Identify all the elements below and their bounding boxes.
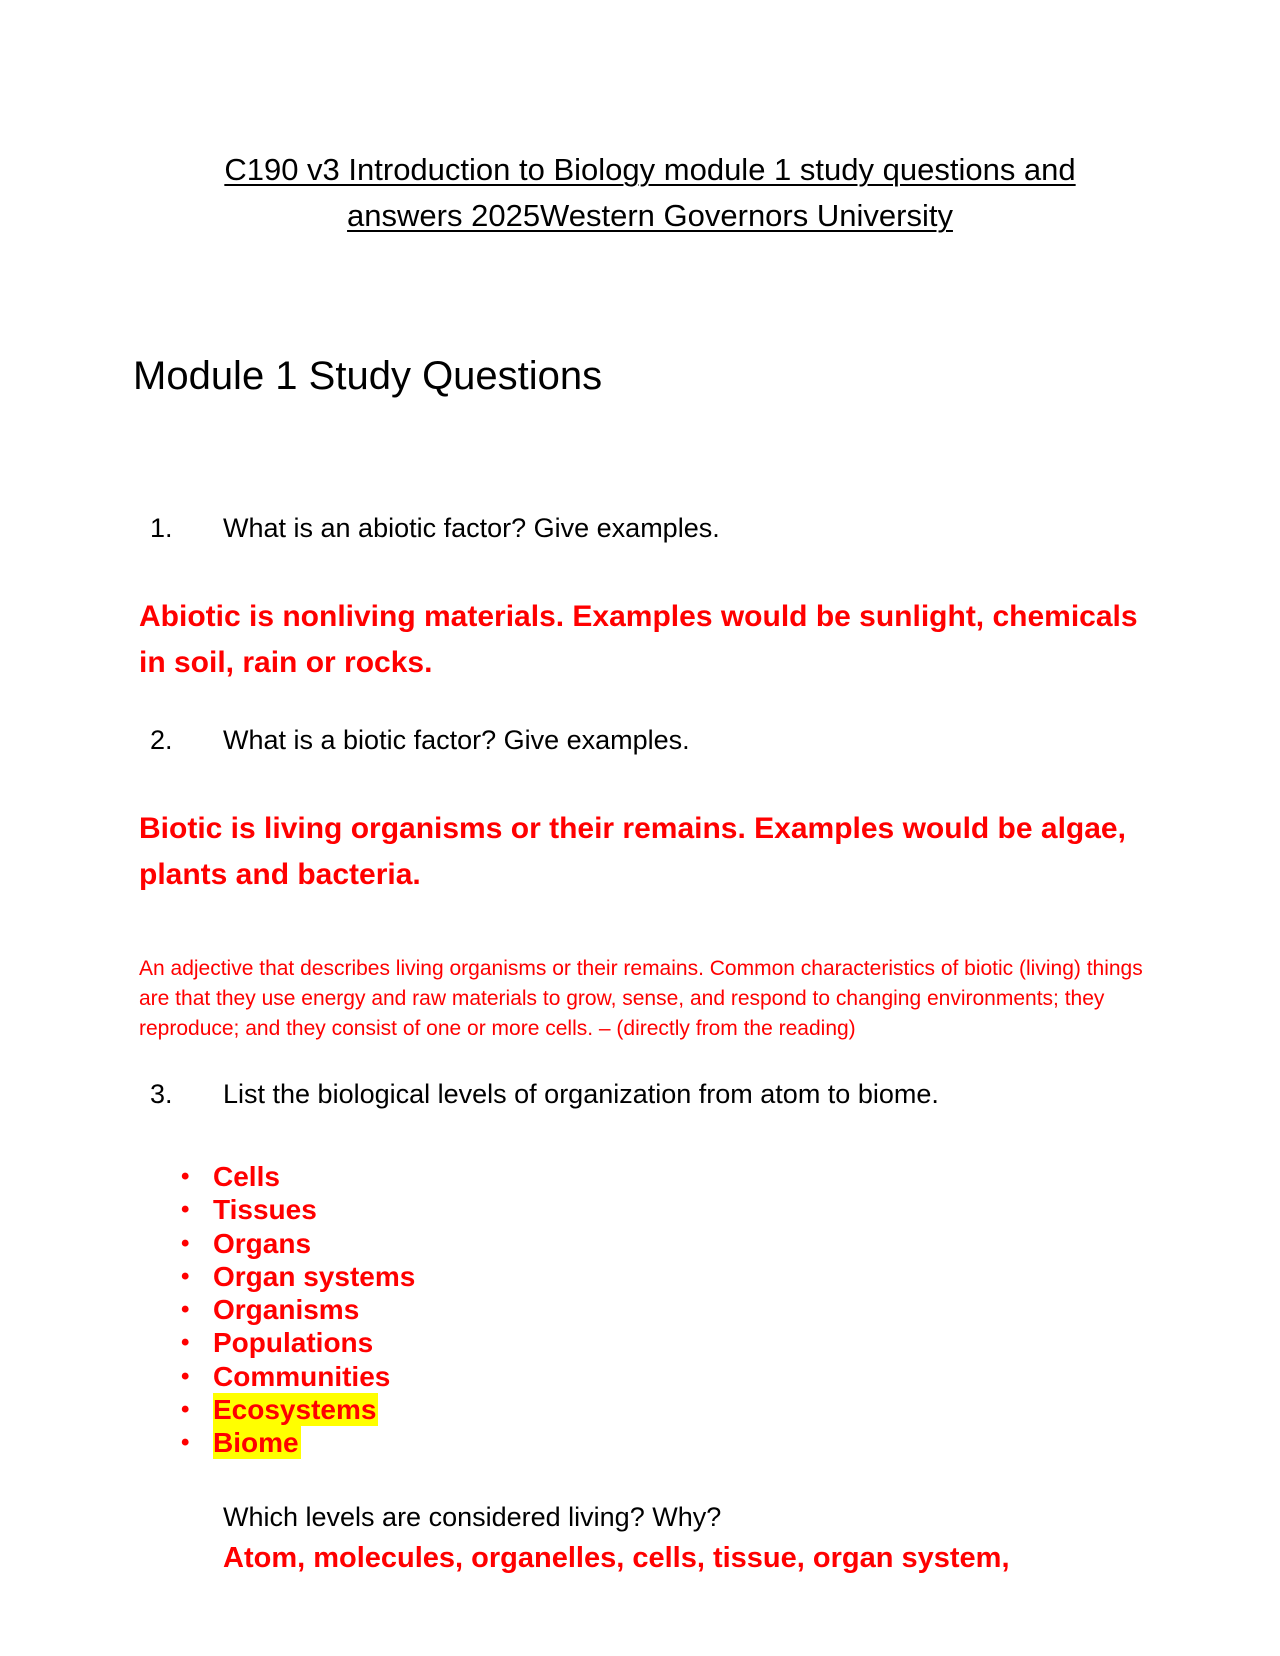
bullet-icon: • <box>181 1229 190 1257</box>
question-number: 3. <box>150 1079 173 1109</box>
bullet-icon: • <box>181 1163 190 1190</box>
module-heading: Module 1 Study Questions <box>133 354 603 398</box>
bullet-icon: • <box>181 1196 190 1224</box>
level-label: Biome <box>213 1427 299 1459</box>
document-title <box>120 147 1180 239</box>
level-label: Organ systems <box>213 1260 416 1292</box>
document-title-line-2: answers 2025Western Governors University <box>347 198 953 233</box>
bullet-icon: • <box>181 1296 190 1324</box>
level-label: Ecosystems <box>213 1394 377 1426</box>
level-label: Organs <box>213 1227 312 1259</box>
level-label: Populations <box>213 1327 374 1359</box>
answer-2-note: An adjective that describes living organisms or their remains. Common characteristics of biotic (living) things are that they use energy and raw materials to grow, sense, and respond to changing environments; they reproduce; and they consist of one or more cells. – (directly from the reading) <box>139 957 1143 1040</box>
level-label: Tissues <box>213 1194 317 1226</box>
document-title-line-1: C190 v3 Introduction to Biology module 1 study questions and <box>224 152 1076 187</box>
question-text: What is an abiotic factor? Give examples. <box>223 513 720 543</box>
question-text: List the biological levels of organization from atom to biome. <box>223 1079 939 1109</box>
bullet-icon: • <box>181 1362 190 1390</box>
question-text: What is a biotic factor? Give examples. <box>223 725 690 755</box>
level-label: Communities <box>213 1360 391 1392</box>
level-label: Cells <box>213 1161 280 1192</box>
bullet-icon: • <box>181 1329 190 1357</box>
bullet-icon: • <box>181 1429 190 1457</box>
level-label: Organisms <box>213 1294 360 1326</box>
answer-2: Biotic is living organisms or their remains. Examples would be algae, plants and bacteria. <box>139 812 1126 891</box>
question-number: 1. <box>150 513 173 543</box>
question-number: 2. <box>150 725 173 755</box>
followup-answer: Atom, molecules, organelles, cells, tissue, organ system, <box>223 1542 1010 1574</box>
followup-question: Which levels are considered living? Why? <box>223 1502 722 1532</box>
bullet-icon: • <box>181 1396 190 1424</box>
bullet-icon: • <box>181 1262 190 1290</box>
answer-1: Abiotic is nonliving materials. Examples would be sunlight, chemicals in soil, rain or rocks. <box>139 600 1138 679</box>
